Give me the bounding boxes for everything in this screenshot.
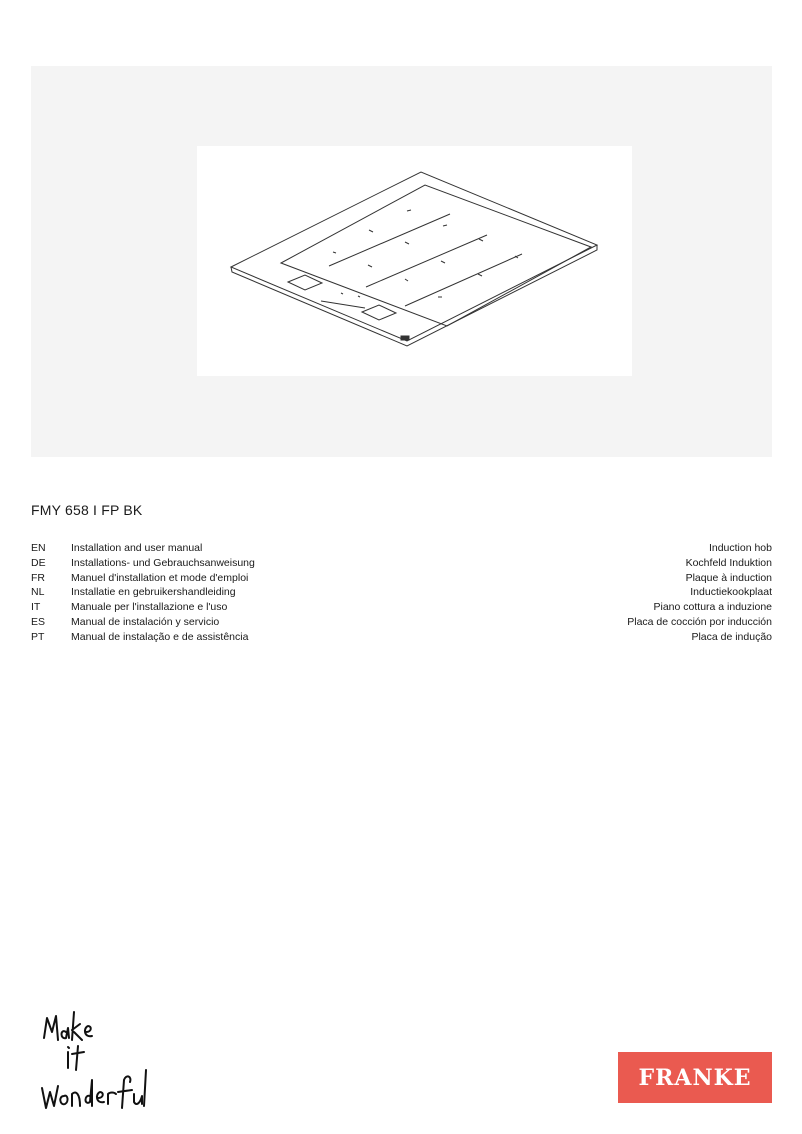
language-code: DE [31,556,46,569]
brand-wordmark: FRANKE [638,1064,752,1091]
manual-title: Manual de instalação e de assistência [71,630,249,643]
language-code: IT [31,601,41,614]
language-row-it [31,600,772,615]
manual-title: Installatie en gebruikershandleiding [71,586,236,599]
make-it-wonderful-signature [38,1010,148,1115]
product-name: Placa de indução [691,630,772,643]
product-name: Plaque à induction [685,571,772,584]
language-row-de [31,556,772,571]
product-name: Inductiekookplaat [690,586,772,599]
language-code: EN [31,542,46,554]
manual-title: Manuel d'installation et mode d'emploi [71,571,249,584]
language-code: PT [31,630,45,643]
hob-illustration [197,146,632,376]
product-name: Placa de cocción por inducción [627,615,772,628]
manual-title: Installations- und Gebrauchsanweisung [71,556,255,569]
language-code: NL [31,586,45,599]
handwritten-signature-graphic [38,1010,148,1115]
language-code: FR [31,571,45,584]
product-name: Piano cottura a induzione [653,601,772,614]
hob-line-drawing [197,146,632,376]
language-code: ES [31,615,46,628]
manual-title: Manuale per l'installazione e l'uso [71,601,228,614]
manual-title: Manual de instalación y servicio [71,615,220,628]
franke-logo [618,1052,772,1103]
manual-title: Installation and user manual [71,542,203,554]
model-title: FMY 658 I FP BK [31,502,143,518]
product-name: Induction hob [708,542,772,554]
language-row-nl [31,585,772,600]
product-name: Kochfeld Induktion [685,556,772,569]
language-row-es [31,615,772,630]
language-row-fr [31,571,772,586]
language-row-en [31,541,772,556]
language-row-pt [31,630,772,645]
hero-panel [31,66,772,457]
language-list [31,541,772,645]
